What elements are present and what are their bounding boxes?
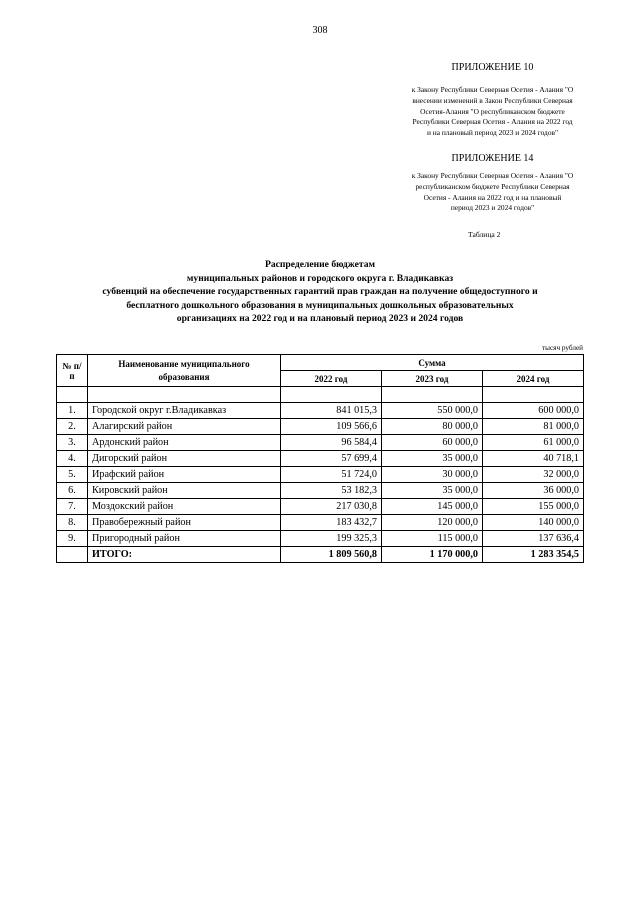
row-num: 3. (57, 435, 88, 451)
table-row (57, 499, 584, 515)
row-value-2023: 120 000,0 (382, 515, 483, 531)
row-value-2024: 600 000,0 (483, 403, 584, 419)
row-value-2023: 35 000,0 (382, 483, 483, 499)
row-value-2022: 841 015,3 (281, 403, 382, 419)
row-num: 2. (57, 419, 88, 435)
title-line: муниципальных районов и городского округа г. Владикавказ (186, 272, 454, 284)
row-value-2023: 60 000,0 (382, 435, 483, 451)
table-header-row (57, 355, 584, 371)
row-name: Городской округ г.Владикавказ (88, 403, 281, 419)
page-number: 308 (312, 25, 328, 36)
row-value-2022: 109 566,6 (281, 419, 382, 435)
row-num: 4. (57, 451, 88, 467)
row-value-2024: 32 000,0 (483, 467, 584, 483)
gap-cell (382, 387, 483, 403)
total-label: ИТОГО: (88, 547, 281, 563)
row-value-2024: 40 718,1 (483, 451, 584, 467)
units-label: тысяч рублей (542, 344, 583, 352)
row-value-2023: 30 000,0 (382, 467, 483, 483)
header-year-2022: 2022 год (281, 371, 382, 387)
row-value-2022: 199 325,3 (281, 531, 382, 547)
row-num: 9. (57, 531, 88, 547)
appendix-14-line: период 2023 и 2024 годов" (450, 203, 535, 213)
gap-cell (281, 387, 382, 403)
appendix-14-line: Осетия - Алания на 2022 год и на плановый (423, 192, 562, 202)
row-value-2023: 145 000,0 (382, 499, 483, 515)
header-sum: Сумма (281, 355, 584, 371)
row-num: 7. (57, 499, 88, 515)
row-value-2023: 115 000,0 (382, 531, 483, 547)
appendix-10-line: внесении изменений в Закон Республики Северная (412, 95, 573, 105)
title-line: субвенций на обеспечение государственных гарантий прав граждан на получение общедоступного и (102, 286, 538, 297)
table-row (57, 483, 584, 499)
row-name: Дигорский район (88, 451, 281, 467)
row-name: Кировский район (88, 483, 281, 499)
table-total-row (57, 547, 584, 563)
appendix-14-text (385, 171, 600, 214)
appendix-14-line: к Закону Республики Северная Осетия - Алания "О (411, 171, 574, 180)
header-year-2024: 2024 год (483, 371, 584, 387)
row-value-2023: 80 000,0 (382, 419, 483, 435)
title-line: Распределение бюджетам (264, 259, 376, 270)
table-row (57, 451, 584, 467)
row-value-2022: 183 432,7 (281, 515, 382, 531)
table-row (57, 515, 584, 531)
row-value-2024: 155 000,0 (483, 499, 584, 515)
row-value-2024: 36 000,0 (483, 483, 584, 499)
row-num: 5. (57, 467, 88, 483)
appendix-10-line: Республики Северная Осетия - Алания на 2022 год (412, 117, 573, 127)
title-line: бесплатного дошкольного образования в муниципальных дошкольных образовательных (126, 299, 514, 311)
row-name: Ирафский район (88, 467, 281, 483)
row-value-2023: 35 000,0 (382, 451, 483, 467)
row-value-2022: 57 699,4 (281, 451, 382, 467)
row-value-2024: 61 000,0 (483, 435, 584, 451)
title-line: организациях на 2022 год и на плановый период 2023 и 2024 годов (176, 313, 464, 324)
row-name: Моздокский район (88, 499, 281, 515)
appendix-10-title: ПРИЛОЖЕНИЕ 10 (451, 62, 534, 73)
gap-cell (483, 387, 584, 403)
table-row (57, 419, 584, 435)
table-row (57, 467, 584, 483)
row-value-2024: 140 000,0 (483, 515, 584, 531)
total-value-2024: 1 283 354,5 (483, 547, 584, 563)
appendix-14-line: республиканском бюджете Республики Северная (415, 181, 570, 191)
table-label: Таблица 2 (468, 230, 501, 239)
row-num: 1. (57, 403, 88, 419)
table-row (57, 435, 584, 451)
row-name: Ардонский район (88, 435, 281, 451)
appendix-10-line: к Закону Республики Северная Осетия - Алания "О (411, 85, 574, 94)
appendix-10-line: Осетия-Алания "О республиканском бюджете (420, 106, 565, 116)
row-value-2022: 53 182,3 (281, 483, 382, 499)
row-value-2023: 550 000,0 (382, 403, 483, 419)
row-value-2022: 217 030,8 (281, 499, 382, 515)
header-year-2023: 2023 год (382, 371, 483, 387)
gap-cell (88, 387, 281, 403)
row-name: Пригородный район (88, 531, 281, 547)
total-num-cell (57, 547, 88, 563)
row-num: 6. (57, 483, 88, 499)
row-value-2022: 51 724,0 (281, 467, 382, 483)
document-title (60, 258, 580, 326)
appendix-14-title: ПРИЛОЖЕНИЕ 14 (451, 153, 534, 164)
row-value-2024: 81 000,0 (483, 419, 584, 435)
row-name: Правобережный район (88, 515, 281, 531)
row-value-2024: 137 636,4 (483, 531, 584, 547)
header-name: Наименование муниципального образования (88, 355, 281, 387)
row-name: Алагирский район (88, 419, 281, 435)
gap-cell (57, 387, 88, 403)
table-row (57, 531, 584, 547)
row-value-2022: 96 584,4 (281, 435, 382, 451)
row-num: 8. (57, 515, 88, 531)
appendix-10-line: и на плановый период 2023 и 2024 годов" (426, 128, 559, 138)
total-value-2023: 1 170 000,0 (382, 547, 483, 563)
table-gap-row (57, 387, 584, 403)
header-num: № п/п (57, 355, 88, 387)
budget-table (56, 354, 584, 563)
table-row (57, 403, 584, 419)
appendix-10-text (385, 85, 600, 139)
total-value-2022: 1 809 560,8 (281, 547, 382, 563)
